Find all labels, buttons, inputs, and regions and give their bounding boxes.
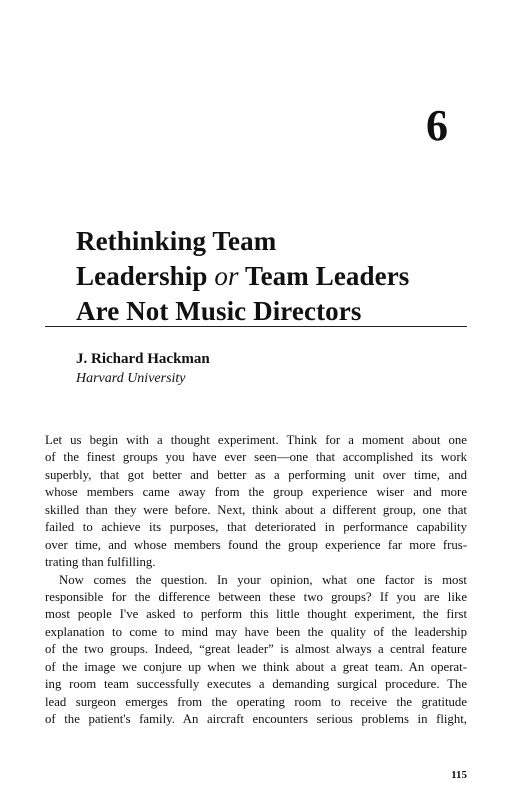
title-line [76,259,476,294]
title-line: Are Not Music Directors [76,296,362,326]
body-line: ing room team successfully executes a demanding surgical procedure. The [45,677,467,692]
body-line: of the image we conjure up when we think about a great team. An operat- [45,659,467,674]
body-line: of the finest groups you have ever seen—one that accomplished its work [45,450,467,465]
body-line: trating than fulfilling. [45,555,156,570]
page-number: 115 [451,769,467,781]
body-line: responsible for the difference between these two groups? If you are like [45,589,467,604]
author-name: J. Richard Hackman [76,351,210,367]
title-italic-word: or [214,261,239,291]
title-text: Team Leaders [238,261,410,291]
body-line: of the patient's family. An aircraft encounters serious problems in flight, [45,712,467,726]
body-text [45,432,467,728]
author-affiliation: Harvard University [76,371,186,386]
body-line: over time, and whose members found the group experience far more frus- [45,537,467,552]
title-text: Leadership [76,261,215,291]
body-line: skilled than they were before. Next, think about a different group, one that [45,502,467,517]
chapter-title [76,224,476,329]
body-line: lead surgeon emerges from the operating room to receive the gratitude [45,694,467,709]
body-line: whose members came away from the group experience wiser and more [45,485,467,500]
body-line: explanation to come to mind may have been the quality of the leadership [45,624,467,639]
body-line: failed to achieve its purposes, that deteriorated in performance capability [45,520,467,535]
body-line: most people I've asked to perform this little thought experiment, the first [45,607,467,622]
title-line: Rethinking Team [76,226,277,256]
chapter-number: 6 [426,101,448,150]
body-line: Now comes the question. In your opinion, what one factor is most [59,572,467,587]
body-line: superbly, that got better and better as a performing unit over time, and [45,467,467,482]
title-divider [45,326,467,327]
body-line: Let us begin with a thought experiment. Think for a moment about one [45,433,467,447]
body-line: of the two groups. Indeed, “great leader” is almost always a central feature [45,642,467,657]
